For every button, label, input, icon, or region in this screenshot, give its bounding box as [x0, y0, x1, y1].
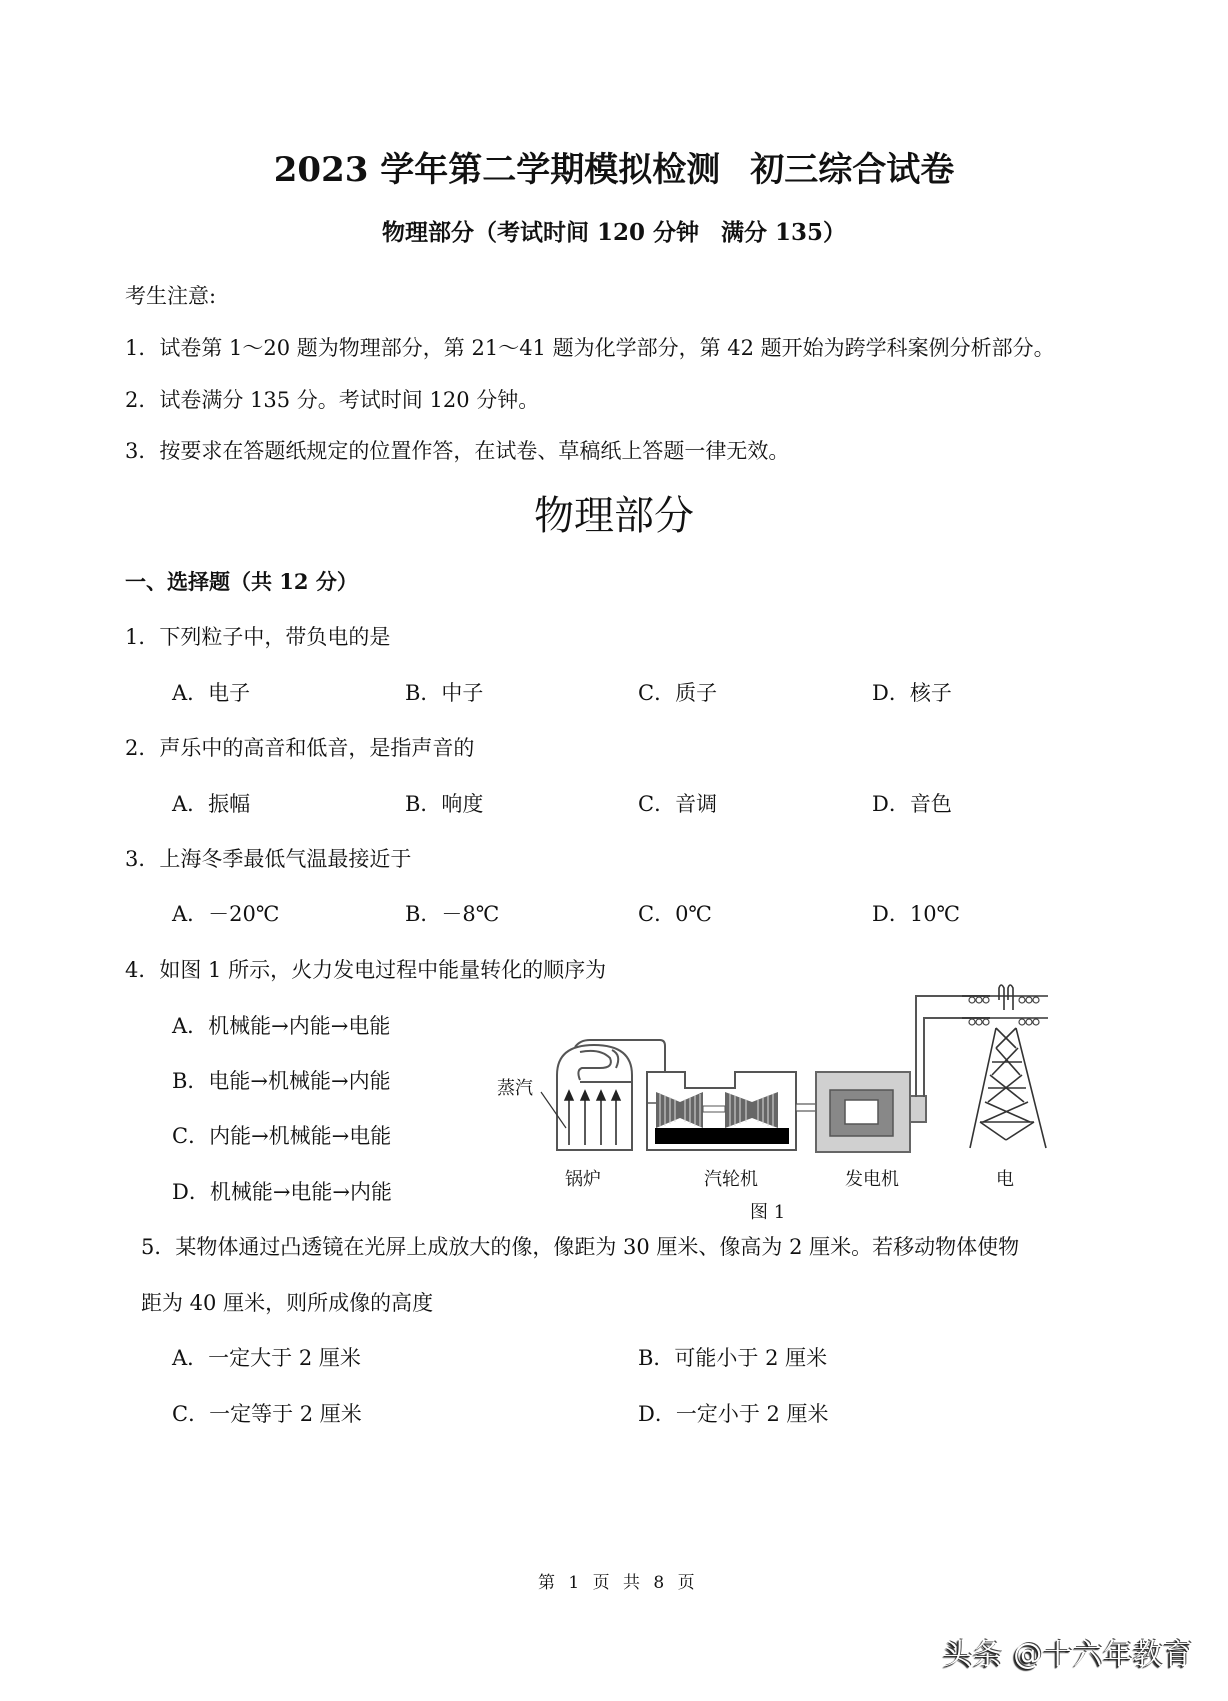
question-1-option-d: D．核子	[872, 681, 952, 705]
question-3-option-c: C．0℃	[638, 902, 712, 926]
notice-item-1: 1．试卷第 1～20 题为物理部分，第 21～41 题为化学部分，第 42 题开始为跨学科案例分析部分。	[125, 336, 1055, 360]
question-4-option-c: C．内能→机械能→电能	[172, 1124, 392, 1148]
exam-title-main: 2023 学年第二学期模拟检测	[273, 150, 721, 190]
question-1-option-b: B．中子	[405, 681, 484, 705]
section-title: 物理部分	[534, 493, 694, 539]
power-tower-icon	[962, 985, 1048, 1148]
power-plant-diagram	[540, 975, 1060, 1165]
question-3-option-d: D．10℃	[872, 902, 961, 926]
question-3-option-a: A．－20℃	[172, 902, 280, 926]
question-1-option-a: A．电子	[172, 681, 251, 705]
boiler-icon	[541, 1045, 632, 1150]
exam-title-grade: 初三综合试卷	[750, 150, 955, 190]
steam-label: 蒸汽	[497, 1078, 533, 1099]
question-2-option-a: A．振幅	[172, 792, 251, 816]
question-4-option-a: A．机械能→内能→电能	[172, 1014, 391, 1038]
figure-caption: 图 1	[750, 1202, 786, 1223]
question-5-option-b: B．可能小于 2 厘米	[638, 1346, 828, 1370]
question-5-stem-line-2: 距为 40 厘米，则所成像的高度	[141, 1291, 434, 1315]
subtitle-time: 物理部分（考试时间 120 分钟	[381, 219, 699, 246]
question-5-option-c: C．一定等于 2 厘米	[172, 1402, 362, 1426]
question-3-option-b: B．－8℃	[405, 902, 500, 926]
question-5-option-a: A．一定大于 2 厘米	[172, 1346, 361, 1370]
boiler-label: 锅炉	[565, 1169, 601, 1190]
electricity-label: 电	[996, 1169, 1014, 1190]
generator-label: 发电机	[845, 1169, 899, 1190]
question-2-option-d: D．音色	[872, 792, 952, 816]
page-number: 第 1 页 共 8 页	[538, 1573, 699, 1593]
subtitle-score: 满分 135）	[721, 219, 847, 246]
question-4-option-b: B．电能→机械能→内能	[172, 1069, 391, 1093]
generator-icon	[816, 1072, 926, 1152]
section-heading: 一、选择题（共 12 分）	[125, 569, 358, 594]
question-5-stem-line-1: 5．某物体通过凸透镜在光屏上成放大的像，像距为 30 厘米、像高为 2 厘米。若移动物体使物	[141, 1235, 1020, 1259]
question-1-stem: 1．下列粒子中，带负电的是	[125, 625, 391, 649]
notice-item-2: 2．试卷满分 135 分。考试时间 120 分钟。	[125, 388, 540, 412]
question-2-stem: 2．声乐中的高音和低音，是指声音的	[125, 736, 475, 760]
question-4-stem: 4．如图 1 所示，火力发电过程中能量转化的顺序为	[125, 958, 607, 982]
exam-title	[0, 142, 1228, 191]
question-1-option-c: C．质子	[638, 681, 718, 705]
turbine-label: 汽轮机	[704, 1169, 758, 1190]
exam-subtitle	[0, 214, 1228, 247]
watermark: 头条 @十六年教育	[943, 1637, 1194, 1671]
question-4-option-d: D．机械能→电能→内能	[172, 1180, 393, 1204]
question-3-stem: 3．上海冬季最低气温最接近于	[125, 847, 412, 871]
question-2-option-c: C．音调	[638, 792, 718, 816]
question-2-option-b: B．响度	[405, 792, 484, 816]
notice-item-3: 3．按要求在答题纸规定的位置作答，在试卷、草稿纸上答题一律无效。	[125, 439, 790, 463]
notice-label: 考生注意:	[125, 284, 217, 308]
turbine-icon	[647, 1072, 796, 1150]
question-5-option-d: D．一定小于 2 厘米	[638, 1402, 829, 1426]
